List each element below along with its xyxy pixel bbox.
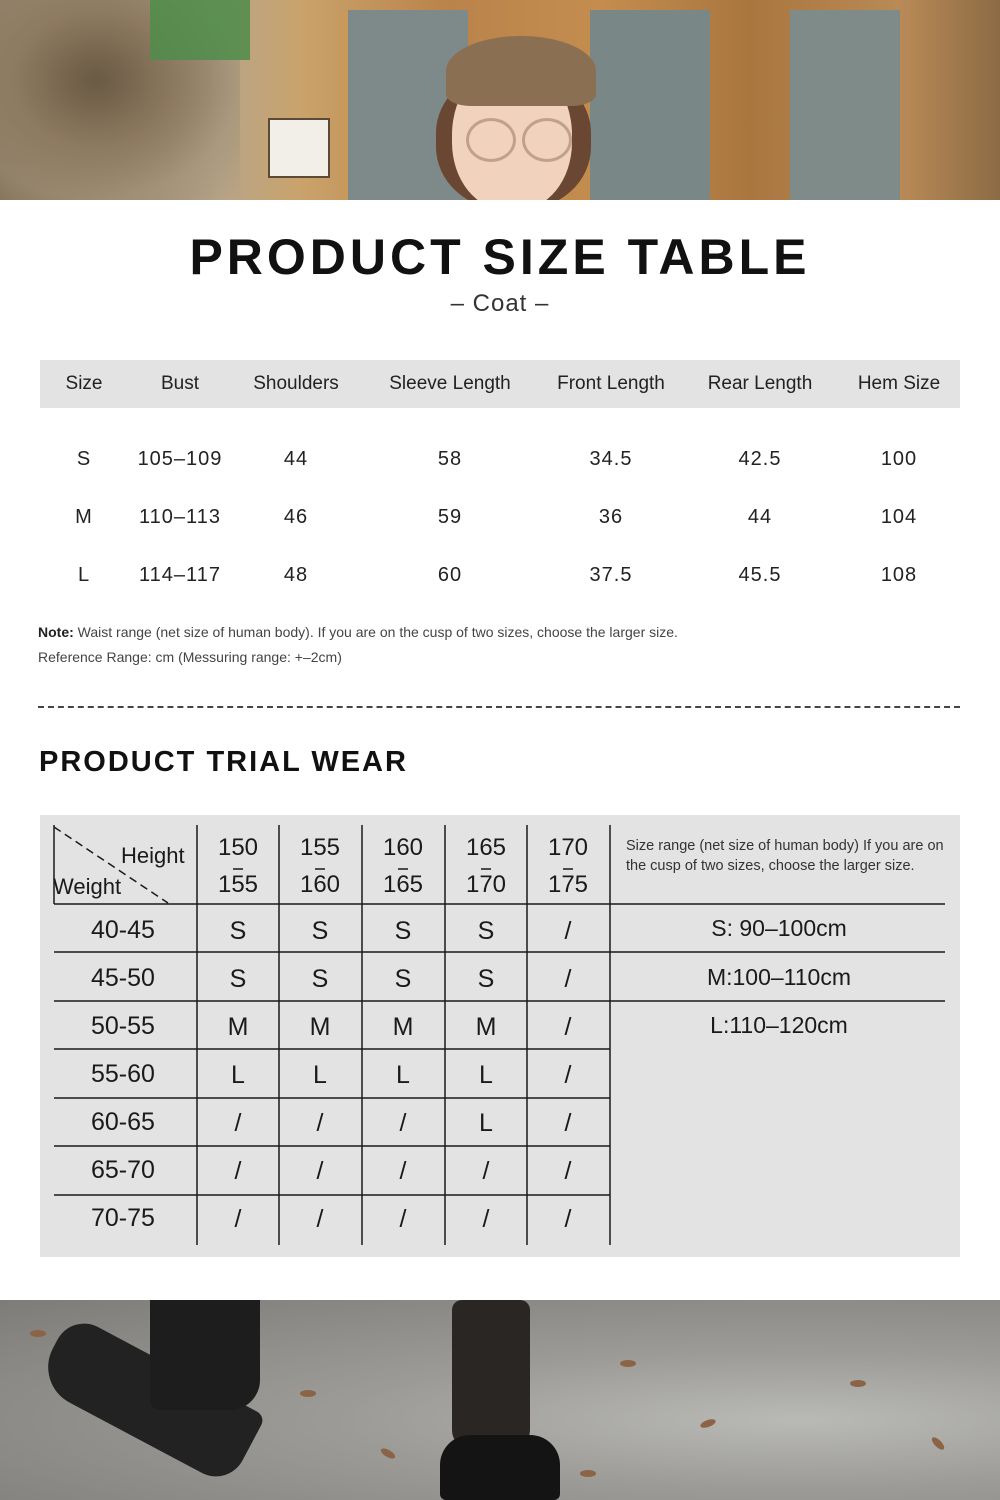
size-cell: / [564,917,572,945]
size-cell: S [477,917,495,945]
size-table-title: PRODUCT SIZE TABLE [189,229,811,285]
height-bottom: 175 [547,871,589,898]
size-cell: S [394,917,412,945]
size-cell: / [399,1109,407,1137]
wall-plaque [268,118,330,178]
header-bust: Bust [128,360,232,408]
height-bottom: 165 [382,871,424,898]
table-row [40,488,960,546]
leaf [620,1360,636,1367]
note-text: Waist range (net size of human body). If you are on the cusp of two sizes, choose the larger size. [73,624,678,640]
size-cell: / [234,1157,242,1185]
leaf [850,1380,866,1387]
size-cell: S [394,965,412,993]
size-cell: / [316,1157,324,1185]
cell-bust: 105–109 [137,447,223,470]
header-front-length: Front Length [540,360,682,408]
window [590,10,710,200]
weight-label: 40-45 [91,916,155,944]
size-cell: / [399,1157,407,1185]
range-s: S: 90–100cm [711,915,847,941]
size-cell: / [399,1205,407,1233]
size-cell: M [227,1013,249,1041]
size-cell: / [316,1205,324,1233]
size-cell: S [229,917,247,945]
size-table [40,360,960,604]
size-table-header-row [40,360,960,408]
leaf [930,1435,946,1451]
cell-sleeve-length: 59 [437,505,463,528]
size-cell: L [396,1061,410,1089]
bottom-boots-photo [0,1300,1000,1500]
cell-sleeve-length: 60 [437,563,463,586]
height-top: 165 [465,834,507,861]
boot-sole [440,1435,560,1500]
size-cell: S [311,917,329,945]
height-top: 150 [217,834,259,861]
size-cell: L [479,1109,493,1137]
note-label: Note: [38,624,74,640]
size-cell: M [309,1013,331,1041]
size-cell: / [564,1061,572,1089]
cell-bust: 110–113 [139,505,221,528]
cell-hem-size: 104 [880,505,918,528]
size-cell: / [482,1205,490,1233]
height-top: 155 [299,834,341,861]
leaf [30,1330,46,1337]
height-top: 160 [382,834,424,861]
size-cell: / [564,1205,572,1233]
cell-shoulders: 46 [283,505,309,528]
trial-wear-title: PRODUCT TRIAL WEAR [39,746,408,778]
height-bottom: 160 [299,871,341,898]
size-cell: / [316,1109,324,1137]
table-row [40,546,960,604]
weight-label: 45-50 [91,964,155,992]
size-cell: S [311,965,329,993]
cell-sleeve-length: 58 [437,447,463,470]
size-cell: / [564,1157,572,1185]
size-range-note: Size range (net size of human body) If you are on the cusp of two sizes, choose the larger size. [626,838,944,874]
size-cell: / [564,965,572,993]
cell-size: L [77,563,91,586]
cell-front-length: 36 [598,505,624,528]
glasses-lens [522,118,572,162]
weight-label: 60-65 [91,1108,155,1136]
cell-size: M [75,505,93,528]
corner-height-label: Height [121,843,185,868]
cell-front-length: 34.5 [589,447,633,470]
reference-range: Reference Range: cm (Messuring range: +–2cm) [38,649,342,665]
leaf [580,1470,596,1477]
header-hem-size: Hem Size [838,360,960,408]
size-cell: L [479,1061,493,1089]
size-cell: L [231,1061,245,1089]
corner-weight-label: Weight [53,874,122,899]
cell-shoulders: 48 [283,563,309,586]
weight-label: 65-70 [91,1156,155,1184]
weight-label: 50-55 [91,1012,155,1040]
header-shoulders: Shoulders [232,360,360,408]
section-divider [38,706,960,708]
leaf [300,1390,316,1397]
header-rear-length: Rear Length [682,360,838,408]
range-m: M:100–110cm [706,964,852,990]
size-cell: / [564,1109,572,1137]
glasses-lens [466,118,516,162]
height-bottom: 170 [465,871,507,898]
size-cell: L [313,1061,327,1089]
boot [150,1300,260,1410]
cell-rear-length: 45.5 [738,563,782,586]
cell-shoulders: 44 [283,447,309,470]
size-cell: M [475,1013,497,1041]
range-l: L:110–120cm [710,1012,848,1038]
size-cell: M [392,1013,414,1041]
cell-rear-length: 42.5 [738,447,782,470]
cell-size: S [76,447,92,470]
cell-rear-length: 44 [747,505,773,528]
size-cell: / [234,1205,242,1233]
window [790,10,900,200]
cell-front-length: 37.5 [589,563,633,586]
boot [452,1300,530,1450]
size-cell: / [564,1013,572,1041]
green-sign [150,0,250,60]
table-row [40,430,960,488]
size-note [38,624,678,640]
header-size: Size [40,360,128,408]
height-top: 170 [547,834,589,861]
beret-hat [446,36,596,106]
size-cell: / [234,1109,242,1137]
weight-label: 55-60 [91,1060,155,1088]
cell-hem-size: 108 [880,563,918,586]
cell-hem-size: 100 [880,447,918,470]
cell-bust: 114–117 [139,563,221,586]
weight-label: 70-75 [91,1204,155,1232]
size-cell: S [229,965,247,993]
leaf [699,1417,716,1429]
header-sleeve-length: Sleeve Length [360,360,540,408]
size-cell: S [477,965,495,993]
size-table-subtitle: – Coat – [450,290,550,317]
size-cell: / [482,1157,490,1185]
top-model-photo [0,0,1000,200]
leaf [379,1446,396,1460]
height-bottom: 155 [217,871,259,898]
